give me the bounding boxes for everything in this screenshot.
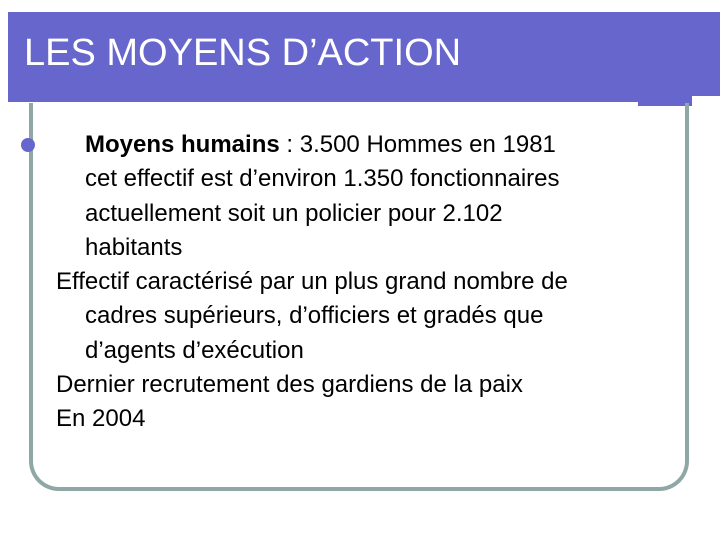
paragraph-line: d’agents d’exécution xyxy=(85,336,304,364)
paragraph-first-line: Effectif caractérisé par un plus grand nombre de xyxy=(56,268,568,296)
bullet-first-line xyxy=(85,128,676,162)
bullet-line: habitants xyxy=(85,233,183,261)
paragraph-first-line: En 2004 xyxy=(56,405,146,433)
paragraph-first-line: Dernier recrutement des gardiens de la paix xyxy=(56,371,523,399)
bullet-line: cet effectif est d’environ 1.350 fonctionnaires xyxy=(85,165,560,193)
body-paragraph xyxy=(27,265,676,368)
paragraph-line: cadres supérieurs, d’officiers et gradés que xyxy=(85,302,544,330)
bullet-bold-text: Moyens humains xyxy=(85,131,280,158)
slide-body xyxy=(56,128,676,437)
bullet-paragraph xyxy=(56,128,676,265)
title-underline xyxy=(8,94,638,102)
bullet-line: actuellement soit un policier pour 2.102 xyxy=(85,199,503,227)
slide-title: LES MOYENS D’ACTION xyxy=(24,32,462,74)
bullet-first-line-rest: : 3.500 Hommes en 1981 xyxy=(279,131,556,158)
round-bullet-icon xyxy=(21,138,35,152)
body-paragraph xyxy=(27,402,676,436)
body-paragraph xyxy=(27,368,676,402)
